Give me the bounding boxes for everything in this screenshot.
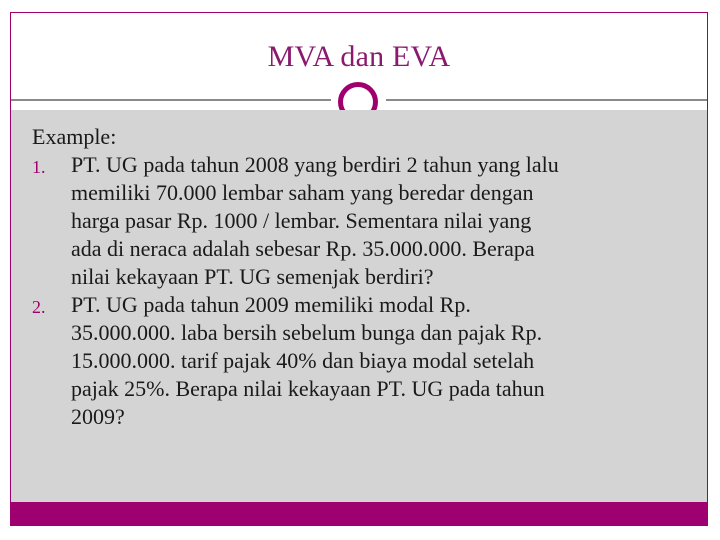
list-number: 2. — [32, 297, 46, 317]
example-heading: Example: — [32, 124, 117, 149]
list-item-line: PT. UG pada tahun 2008 yang berdiri 2 tahun yang lalu — [71, 152, 559, 177]
list-item-line: PT. UG pada tahun 2009 memiliki modal Rp. — [71, 292, 471, 317]
list-item-line: harga pasar Rp. 1000 / lembar. Sementara nilai yang — [71, 208, 532, 233]
list-item-line: memiliki 70.000 lembar saham yang beredar dengan — [71, 180, 534, 205]
list-item-line: ada di neraca adalah sebesar Rp. 35.000.000. Berapa — [71, 236, 535, 261]
title-divider-right — [386, 99, 707, 101]
slide-title: MVA dan EVA — [267, 40, 451, 73]
list-item-line: 35.000.000. laba bersih sebelum bunga dan pajak Rp. — [71, 320, 543, 345]
list-item — [32, 151, 692, 291]
list-item — [32, 291, 692, 431]
list-number: 1. — [32, 157, 46, 177]
list-item-line: pajak 25%. Berapa nilai kekayaan PT. UG pada tahun — [71, 376, 545, 401]
question-list — [32, 151, 692, 431]
body-text — [32, 123, 692, 431]
footer-bar — [11, 502, 707, 525]
list-item-line: 2009? — [71, 404, 125, 429]
list-item-line: 15.000.000. tarif pajak 40% dan biaya modal setelah — [71, 348, 535, 373]
title-divider-left — [11, 99, 331, 101]
list-item-line: nilai kekayaan PT. UG semenjak berdiri? — [71, 264, 434, 289]
